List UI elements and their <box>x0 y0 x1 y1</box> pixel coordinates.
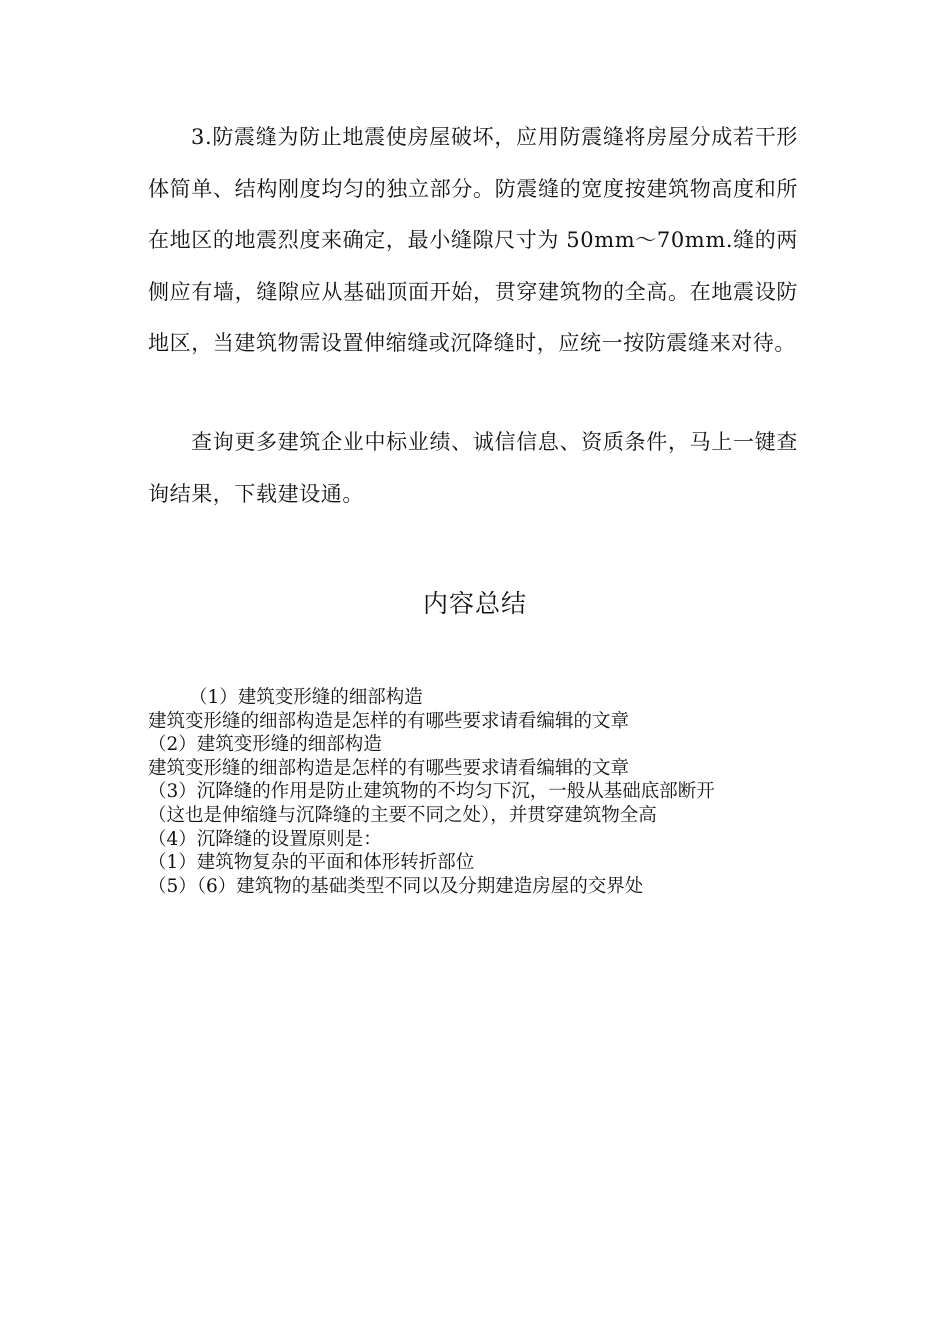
summary-line: （4）沉降缝的设置原则是： <box>148 828 382 850</box>
paragraph-text: 3.防震缝为防止地震使房屋破坏，应用防震缝将房屋分成若干形体简单、结构刚度均匀的独立部分。防震缝的宽度按建筑物高度和所在地区的地震烈度来确定，最小缝隙尺寸为 50mm～70mm.缝的两侧应有墙，缝隙应从基础顶面开始，贯穿建筑物的全高。在地震设防地区，当建筑物需设置伸缩缝或沉降缝时，应统一按防震缝来对待。 <box>148 125 798 355</box>
summary-line: 建筑变形缝的细部构造是怎样的有哪些要求请看编辑的文章 <box>148 757 630 779</box>
summary-line: （5）（6）建筑物的基础类型不同以及分期建造房屋的交界处 <box>148 875 644 897</box>
summary-line: （1）建筑变形缝的细部构造 <box>189 687 423 708</box>
summary-line: 建筑变形缝的细部构造是怎样的有哪些要求请看编辑的文章 <box>148 710 630 732</box>
summary-line: （3）沉降缝的作用是防止建筑物的不均匀下沉，一般从基础底部断开 <box>148 781 715 803</box>
paragraph-text: 查询更多建筑企业中标业绩、诚信信息、资质条件，马上一键查询结果，下载建设通。 <box>148 430 798 506</box>
summary-line: （这也是伸缩缝与沉降缝的主要不同之处），并贯穿建筑物全高 <box>148 804 657 826</box>
summary-list <box>148 686 848 898</box>
body-paragraph-seismic-joint <box>148 112 798 370</box>
summary-line: （1）建筑物复杂的平面和体形转折部位 <box>148 852 475 874</box>
body-paragraph-promo <box>148 417 798 520</box>
summary-line: （2）建筑变形缝的细部构造 <box>148 734 382 756</box>
summary-title: 内容总结 <box>422 589 527 618</box>
